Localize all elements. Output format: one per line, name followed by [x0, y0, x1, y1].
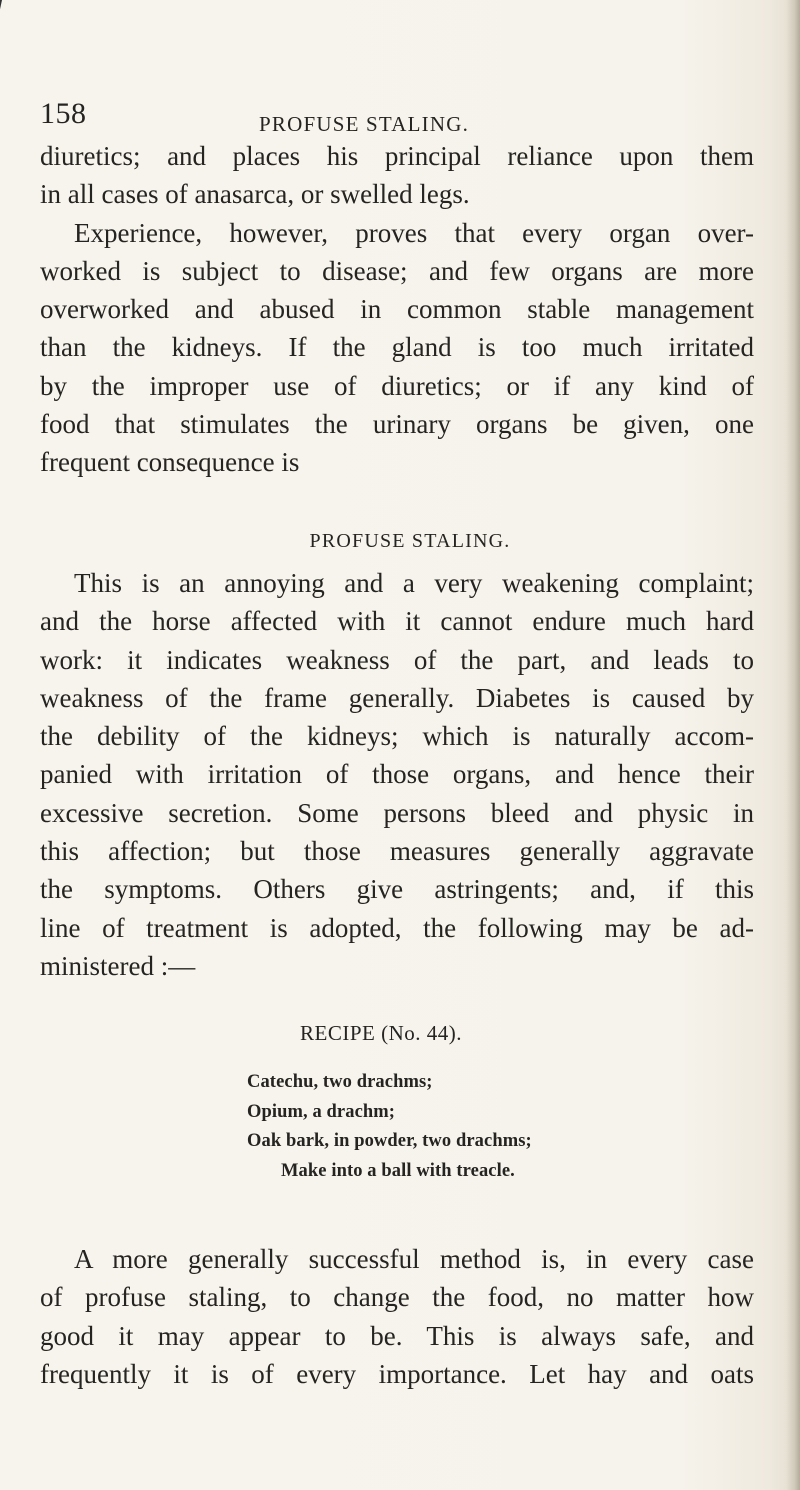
text-line: by the improper use of diuretics; or if any kind of [40, 370, 754, 401]
text-line: Experience, however, proves that every organ over- [74, 217, 754, 248]
running-head: PROFUSE STALING. [259, 112, 470, 136]
text-line: good it may appear to be. This is always safe, and [40, 1320, 754, 1351]
text-line: worked is subject to disease; and few organs are more [40, 255, 754, 286]
recipe-item: Opium, a drachm; [247, 1101, 396, 1122]
text-line: line of treatment is adopted, the following may be ad- [40, 912, 754, 943]
text-line: A more generally successful method is, in every case [74, 1244, 754, 1274]
text-line: than the kidneys. If the gland is too much irritated [40, 332, 754, 363]
page-edge-shadow [786, 0, 800, 1490]
recipe-list [247, 1068, 647, 1186]
text-line: diuretics; and places his principal reliance upon them [40, 141, 754, 171]
text-line: frequent consequence is [40, 447, 300, 478]
paragraph-change-food [40, 1240, 754, 1393]
text-line: excessive secretion. Some persons bleed and physic in [40, 797, 754, 828]
text-line: this affection; but those measures generally aggravate [40, 836, 754, 867]
recipe-item: Oak bark, in powder, two drachms; [247, 1131, 532, 1151]
paragraph-profuse-staling [40, 564, 754, 985]
text-line: the symptoms. Others give astringents; and, if this [40, 874, 754, 905]
section-heading: PROFUSE STALING. [309, 530, 511, 552]
margin-pencil-mark [0, 0, 12, 40]
text-line: overworked and abused in common stable management [40, 294, 754, 325]
recipe-title: RECIPE (No. 44). [300, 1021, 462, 1045]
recipe-item: Catechu, two drachms; [247, 1072, 433, 1092]
text-line: This is an annoying and a very weakening complaint; [74, 568, 754, 598]
paragraph-diuretics [40, 137, 754, 482]
page-number: 158 [40, 97, 87, 130]
recipe-item: Make into a ball with treacle. [281, 1160, 515, 1181]
text-line: ministered :— [40, 950, 196, 981]
text-line: work: it indicates weakness of the part, and leads to [40, 644, 754, 675]
text-line: food that stimulates the urinary organs be given, one [40, 409, 754, 440]
text-line: the debility of the kidneys; which is naturally accom- [40, 721, 754, 752]
text-line: panied with irritation of those organs, and hence their [40, 759, 754, 790]
text-line: weakness of the frame generally. Diabetes is caused by [40, 682, 754, 713]
text-line: and the horse affected with it cannot endure much hard [40, 606, 754, 637]
text-line: in all cases of anasarca, or swelled legs. [40, 179, 470, 210]
text-line: frequently it is of every importance. Let hay and oats [40, 1358, 754, 1389]
text-line: of profuse staling, to change the food, no matter how [40, 1282, 754, 1313]
